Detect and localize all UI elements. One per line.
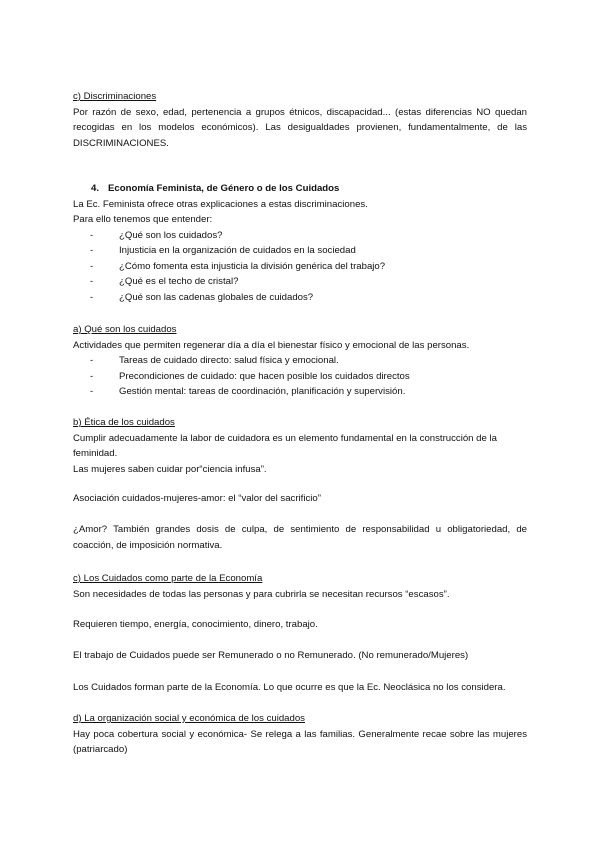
section-cuidados-economia xyxy=(73,571,527,602)
section-etica-cuidados-cont xyxy=(73,491,527,507)
list-item: - Injusticia en la organización de cuidados en la sociedad xyxy=(90,245,356,256)
section-etica-cuidados-cont2 xyxy=(73,522,527,553)
section-heading: c) Los Cuidados como parte de la Economía xyxy=(73,573,263,584)
paragraph: El trabajo de Cuidados puede ser Remunerado o no Remunerado. (No remunerado/Mujeres) xyxy=(73,650,469,661)
paragraph: Requieren tiempo, energía, conocimiento, dinero, trabajo. xyxy=(73,619,318,630)
paragraph: Asociación cuidados-mujeres-amor: el “valor del sacrificio” xyxy=(73,493,321,504)
section-cuidados-economia-p4 xyxy=(73,680,527,696)
paragraph: Son necesidades de todas las personas y para cubrirla se necesitan recursos “escasos”. xyxy=(73,588,450,600)
section-etica-cuidados xyxy=(73,415,527,477)
list-item: - Gestión mental: tareas de coordinación, planificación y supervisión. xyxy=(90,386,406,397)
paragraph: ¿Amor? También grandes dosis de culpa, de sentimiento de responsabilidad u obligatoriedad, de coacción, de imposición normativa. xyxy=(73,524,527,551)
list-item: - Tareas de cuidado directo: salud física y emocional. xyxy=(90,355,339,366)
paragraph: Cumplir adecuadamente la labor de cuidadora es un elemento fundamental en la construcción de la feminidad. xyxy=(73,432,497,459)
list-item: - ¿Cómo fomenta esta injusticia la división genérica del trabajo? xyxy=(90,260,386,272)
section-heading: b) Ética de los cuidados xyxy=(73,417,175,428)
paragraph: Los Cuidados forman parte de la Economía. Lo que ocurre es que la Ec. Neoclásica no los considera. xyxy=(73,682,506,693)
section-title xyxy=(73,181,527,197)
paragraph: Hay poca cobertura social y económica- Se relega a las familias. Generalmente recae sobre las mujeres (patriarcado) xyxy=(73,728,527,755)
section-heading: c) Discriminaciones xyxy=(73,91,157,102)
paragraph: La Ec. Feminista ofrece otras explicaciones a estas discriminaciones. xyxy=(73,198,368,210)
paragraph: Actividades que permiten regenerar día a día el bienestar físico y emocional de las personas. xyxy=(73,339,470,351)
paragraph: Por razón de sexo, edad, pertenencia a grupos étnicos, discapacidad... (estas diferencias NO quedan recogidas en los modelos económicos). Las desigualdades provienen, fundamentalmente, de las DISCRIMINACIONES. xyxy=(73,106,527,149)
section-heading: a) Qué son los cuidados xyxy=(73,324,177,335)
section-title-text: Economía Feminista, de Género o de los Cuidados xyxy=(108,183,340,194)
list-item: - ¿Qué son los cuidados? xyxy=(90,229,223,241)
section-discriminaciones xyxy=(73,89,527,151)
section-organizacion-cuidados xyxy=(73,711,527,758)
paragraph: Para ello tenemos que entender: xyxy=(73,214,213,225)
section-cuidados-economia-p3 xyxy=(73,648,527,664)
section-number: 4. xyxy=(91,183,100,194)
section-heading: d) La organización social y económica de los cuidados xyxy=(73,713,305,724)
list-item: - Precondiciones de cuidado: que hacen posible los cuidados directos xyxy=(90,370,410,382)
paragraph: Las mujeres saben cuidar por“ciencia infusa”. xyxy=(73,463,267,475)
list-item: - ¿Qué son las cadenas globales de cuidados? xyxy=(90,291,314,303)
section-economia-feminista xyxy=(73,181,527,305)
list-item: - ¿Qué es el techo de cristal? xyxy=(90,276,239,287)
section-cuidados-economia-p2 xyxy=(73,617,527,633)
section-que-son-cuidados xyxy=(73,322,527,400)
